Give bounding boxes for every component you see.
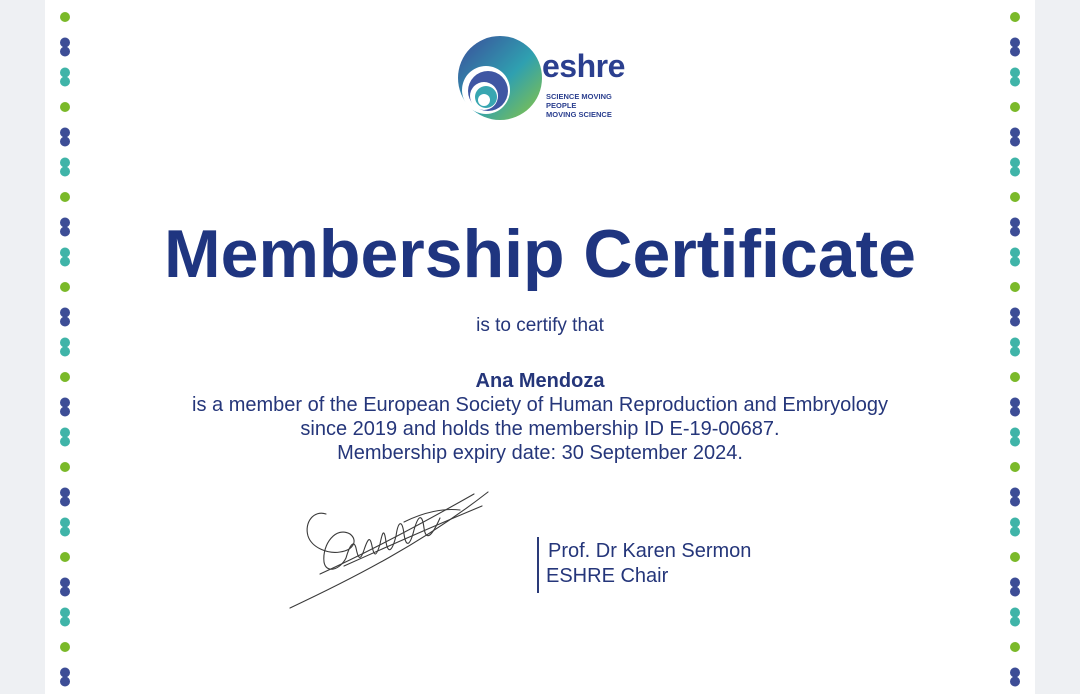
statement-line: since 2019 and holds the membership ID E-19-00687. — [300, 418, 780, 440]
signatory-block — [546, 539, 751, 589]
logo-tagline-line: SCIENCE MOVING — [546, 92, 612, 101]
statement-line: is a member of the European Society of Human Reproduction and Embryology — [192, 394, 888, 416]
decorative-dot-border-left — [45, 0, 85, 694]
logo-tagline-line: MOVING SCIENCE — [546, 110, 612, 119]
signature-divider — [537, 537, 539, 593]
decorative-dot-border-right — [995, 0, 1035, 694]
certificate-title: Membership Certificate — [164, 216, 916, 292]
eshre-logo-swirl-icon — [456, 34, 546, 126]
handwritten-signature — [284, 482, 494, 612]
certificate-statement — [0, 369, 1080, 465]
signatory-role: ESHRE Chair — [546, 565, 669, 587]
statement-line: Membership expiry date: 30 September 2024. — [337, 442, 743, 464]
member-name: Ana Mendoza — [475, 370, 605, 392]
logo-tagline-line: PEOPLE — [546, 101, 577, 110]
logo-tagline — [546, 92, 612, 119]
logo-wordmark: eshre — [542, 48, 625, 84]
eshre-logo — [456, 34, 628, 126]
signatory-name: Prof. Dr Karen Sermon — [548, 540, 752, 562]
certify-line: is to certify that — [476, 315, 604, 336]
